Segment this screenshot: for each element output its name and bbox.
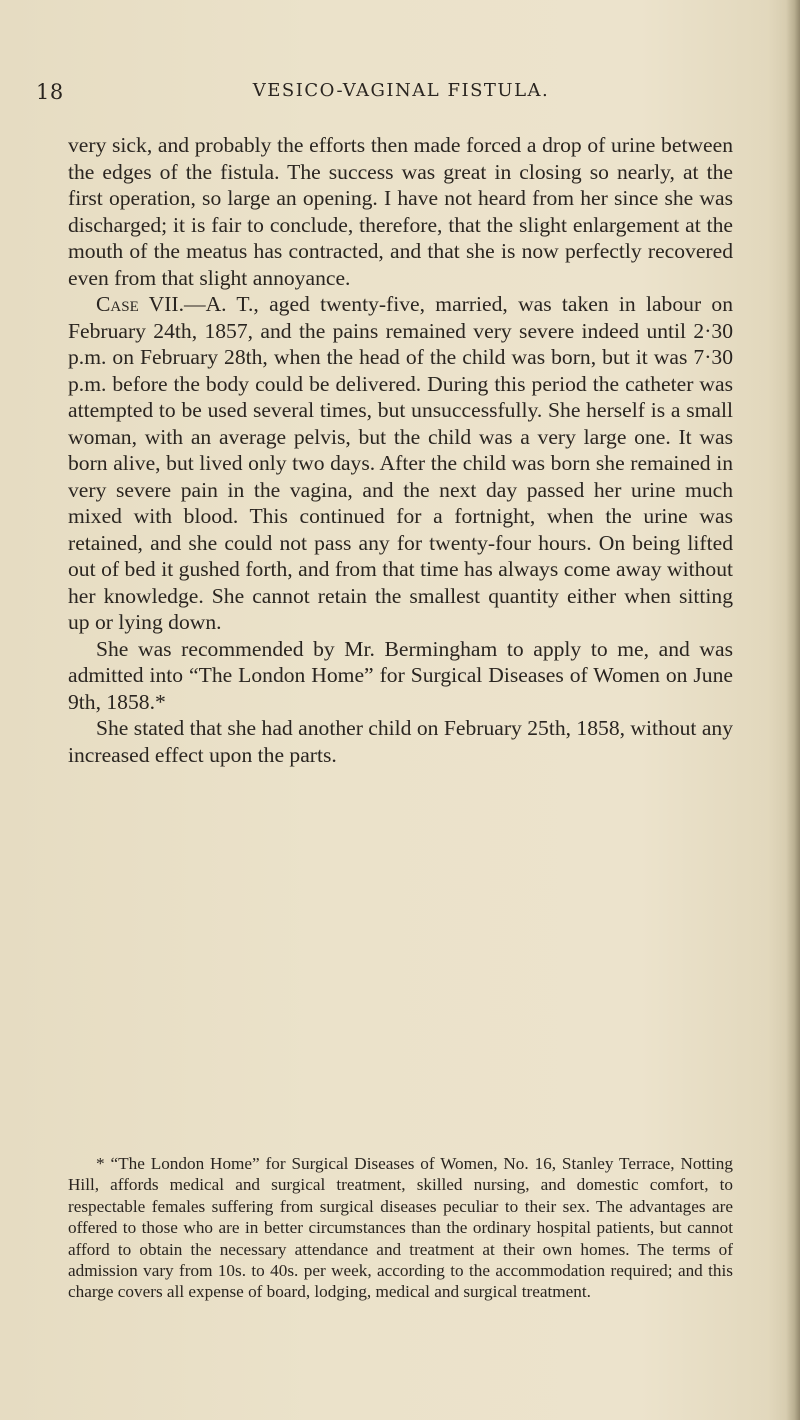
case-vii-text: —A. T., aged twenty-five, married, was taken in labour on February 24th, 1857, and the pains remained very severe indeed until 2·30 p.m. on February 28th, when the head of the child was born, but it was 7·30 p.m. before the body could be delivered. During this period the catheter was attempted to be used several times, but unsuccessfully. She herself is a small woman, with an average pelvis, but the child was a very large one. It was born alive, but lived only two days. After the child was born she remained in very severe pain in the vagina, and the next day passed her urine much mixed with blood. This continued for a fortnight, when the urine was retained, and she could not pass any for twenty-four hours. On being lifted out of bed it gushed forth, and from that time has always come away without her knowledge. She cannot retain the smallest quantity either when sitting up or lying down. (68, 292, 733, 634)
page-number: 18 (36, 80, 64, 104)
paragraph-case-vii (68, 291, 733, 636)
footnote (68, 1153, 733, 1303)
body-text (68, 132, 733, 768)
paragraph-continuation: very sick, and probably the efforts then made forced a drop of urine between the edges of the fistula. The success was great in closing so nearly, at the first operation, so large an opening. I have not heard from her since she was discharged; it is fair to conclude, therefore, that the slight enlargement at the mouth of the meatus has contracted, and that she is now perfectly recovered even from that slight annoyance. (68, 133, 733, 290)
page-edge-shadow (786, 0, 800, 1420)
footnote-text: * “The London Home” for Surgical Diseases of Women, No. 16, Stanley Terrace, Notting Hill, affords medical and surgical treatment, skilled nursing, and domestic comfort, to respectable females suffering from surgical diseases peculiar to their sex. The advantages are offered to those who are in better circumstances than the ordinary hospital patients, but cannot afford to obtain the necessary attendance and treatment at their own homes. The terms of admission vary from 10s. to 40s. per week, according to the accommodation required; and this charge covers all expense of board, lodging, medical and surgical treatment. (68, 1154, 733, 1302)
running-head: VESICO-VAGINAL FISTULA. (252, 80, 550, 101)
paragraph-admission: She was recommended by Mr. Bermingham to apply to me, and was admitted into “The London Home” for Surgical Diseases of Women on June 9th, 1858.* (68, 636, 733, 714)
case-label: Case VII. (96, 292, 184, 316)
page-header (36, 80, 736, 110)
paragraph-second-child: She stated that she had another child on February 25th, 1858, without any increased effect upon the parts. (68, 716, 733, 767)
